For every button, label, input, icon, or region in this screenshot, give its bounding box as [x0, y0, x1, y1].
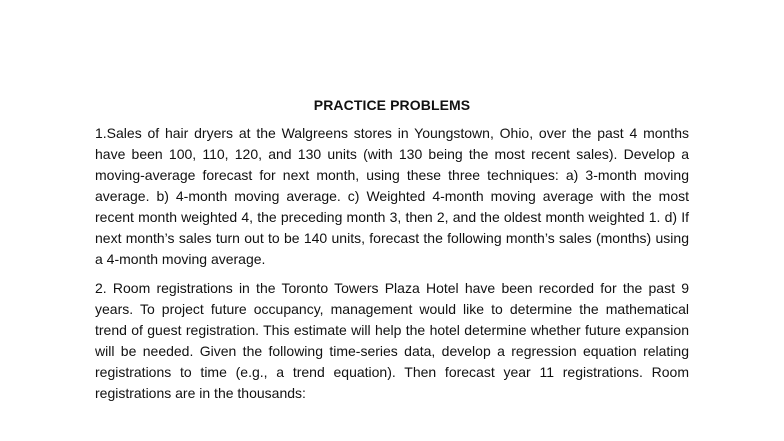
document-title: PRACTICE PROBLEMS: [313, 97, 471, 113]
problem-2-text: 2. Room registrations in the Toronto Towers Plaza Hotel have been recorded for the past 9 years. To project future occupancy, management would like to determine the mathematical trend of guest registration. This estimate will help the hotel determine whether future expansion will be needed. Given the following time-series data, develop a regression equation relating registrations to time (e.g., a trend equation). Then forecast year 11 registrations. Room registrations are in the thousands:: [95, 280, 689, 401]
document-body: [95, 95, 689, 412]
problem-1-text: 1.Sales of hair dryers at the Walgreens stores in Youngstown, Ohio, over the past 4 months have been 100, 110, 120, and 130 units (with 130 being the most recent sales). Develop a moving-average forecast for next month, using these three techniques: a) 3-month moving average. b) 4-month moving average. c) Weighted 4-month moving average with the most recent month weighted 4, the preceding month 3, then 2, and the oldest month weighted 1. d) If next month’s sales turn out to be 140 units, forecast the following month’s sales (months) using a 4-month moving average.: [95, 125, 689, 267]
